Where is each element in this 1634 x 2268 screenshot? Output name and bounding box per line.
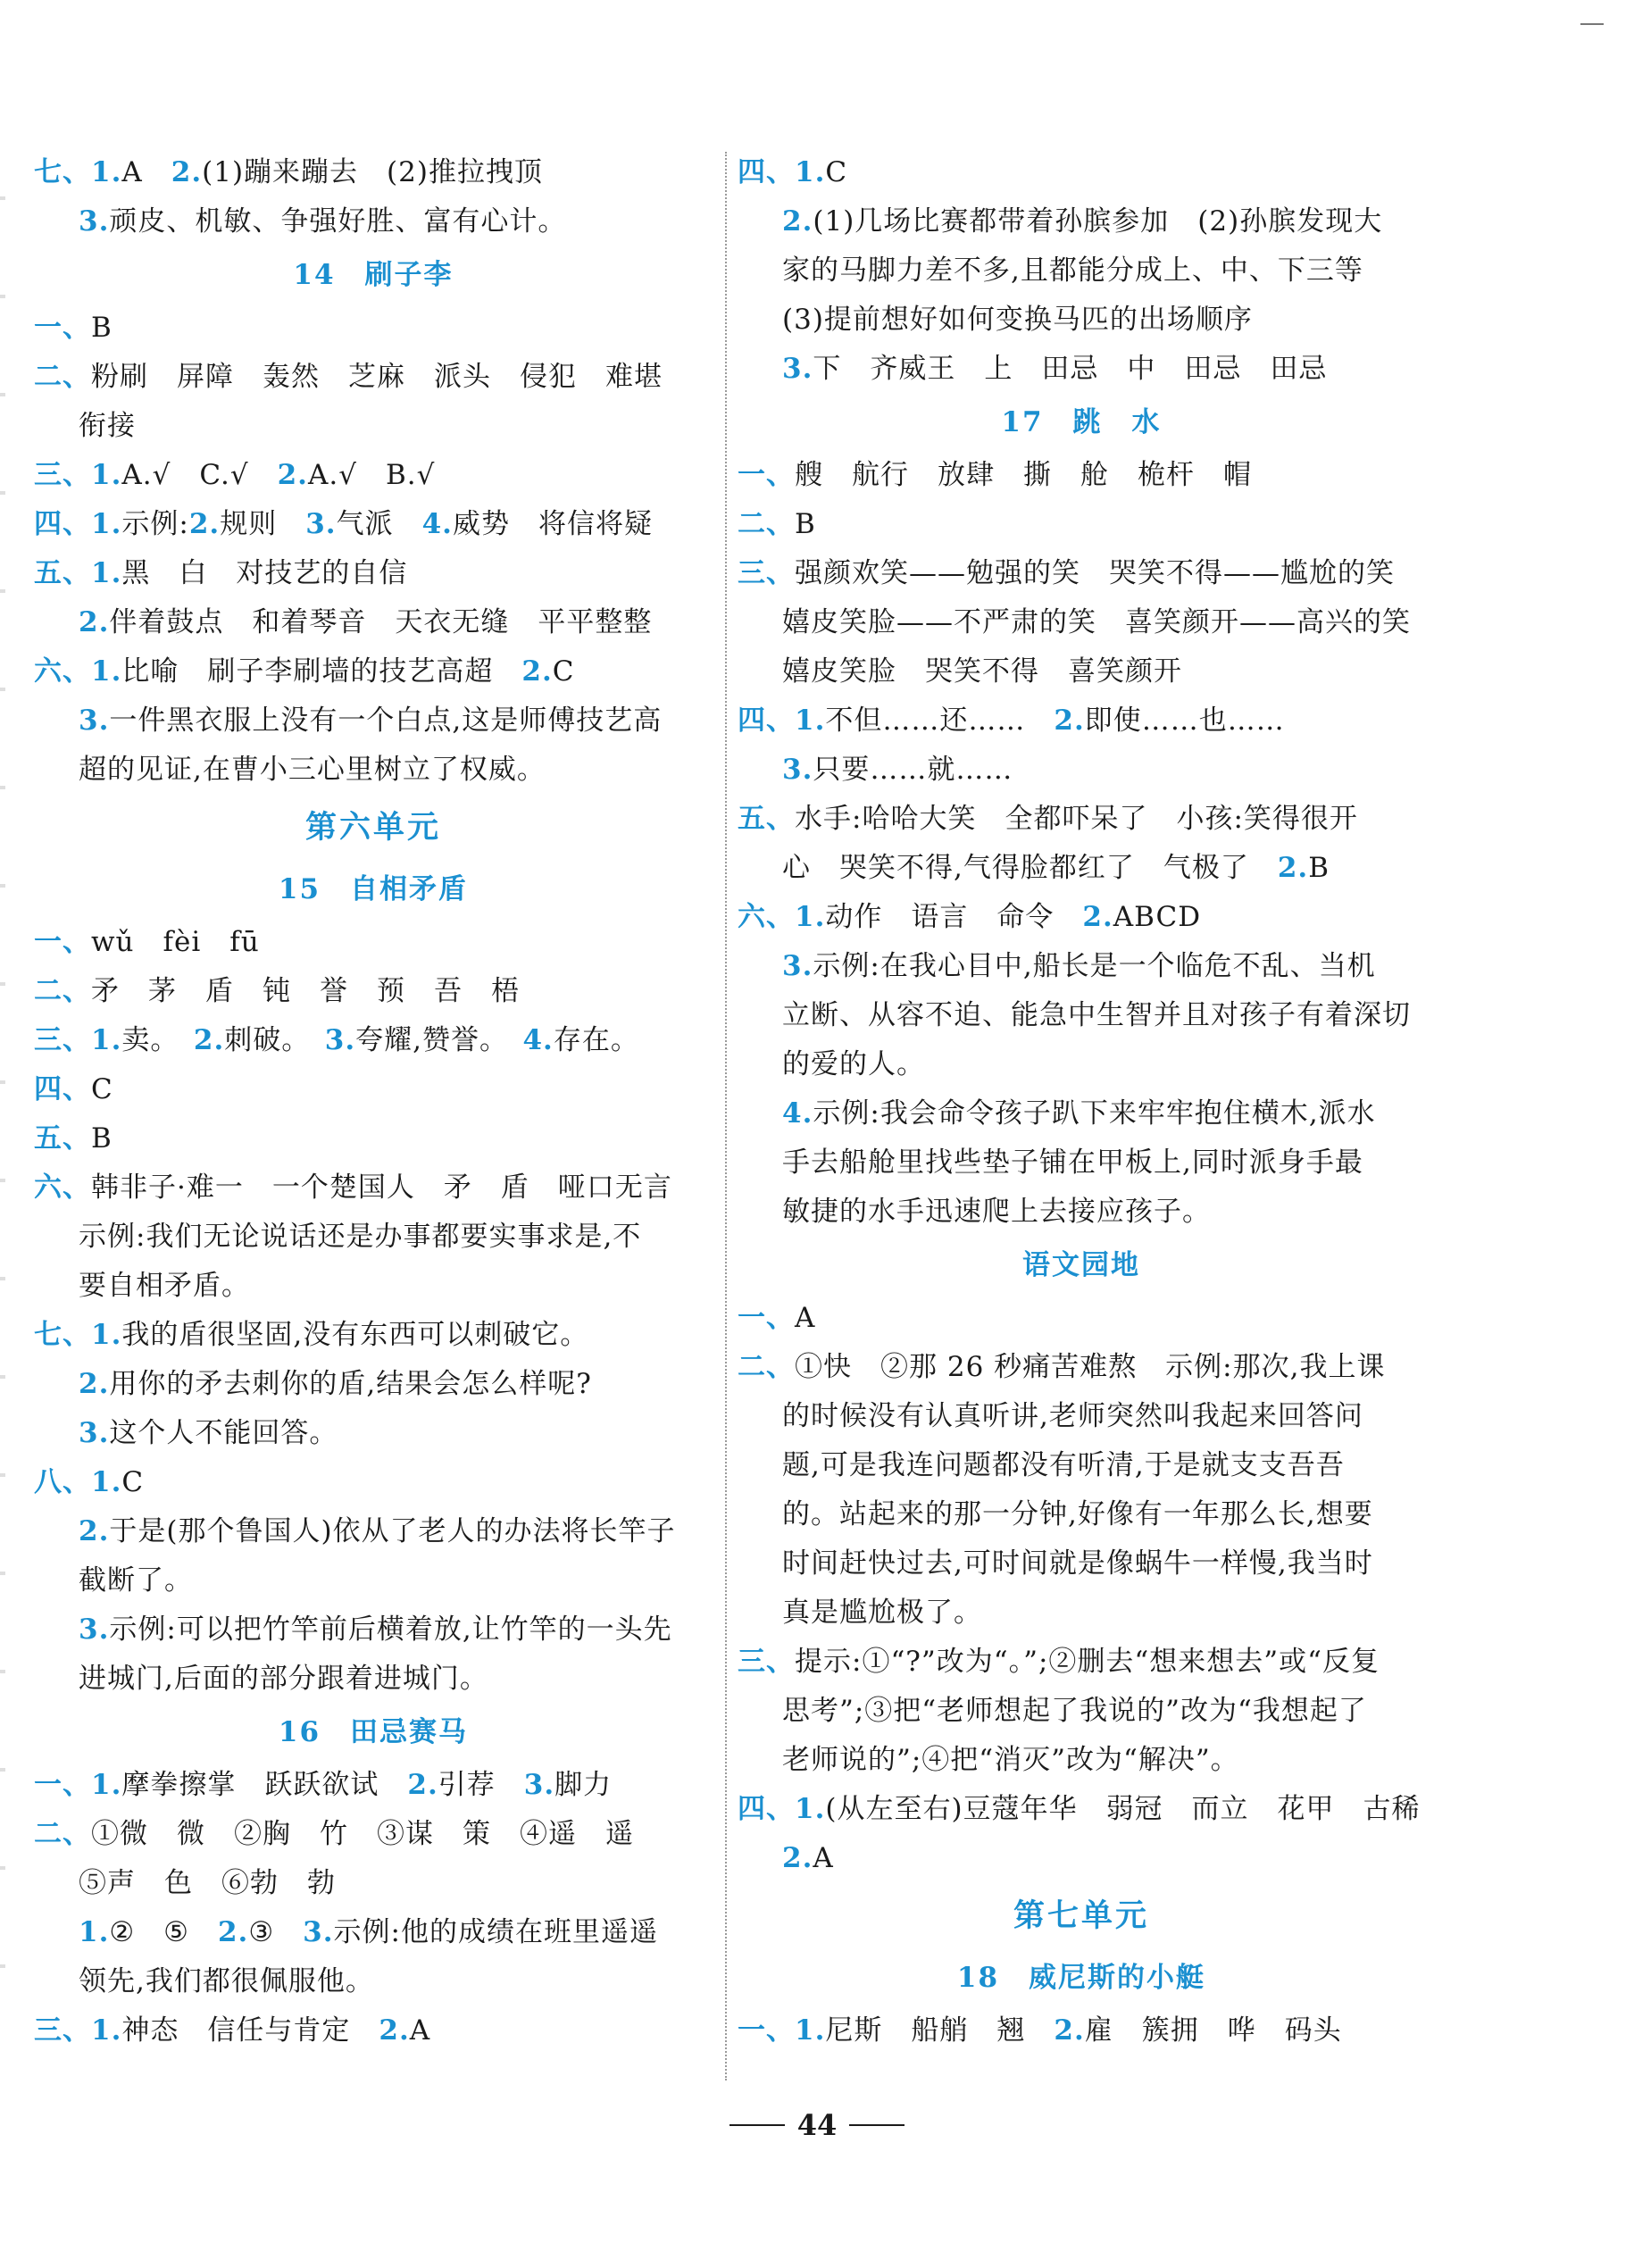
question-marker: 一、 [738, 1302, 795, 1334]
answer-line [34, 2006, 713, 2055]
answer-line [34, 1957, 713, 2006]
answer-text: 示例:我们无论说话还是办事都要实事求是,不 [79, 1221, 642, 1253]
answer-line [738, 598, 1425, 647]
question-marker: 三、 [34, 2014, 91, 2047]
answer-text: ② ⑤ [109, 1916, 218, 1948]
answer-line [34, 1409, 713, 1458]
answer-line [738, 1490, 1425, 1539]
answer-text: 强颜欢笑——勉强的笑 哭笑不得——尴尬的笑 [795, 557, 1395, 589]
answer-line [34, 1458, 713, 1507]
answer-text: 的时候没有认真听讲,老师突然叫我起来回答问 [782, 1400, 1363, 1432]
lesson-heading: 16 田忌赛马 [278, 1716, 469, 1748]
question-marker: 二、 [34, 361, 91, 393]
answer-text: 这个人不能回答。 [109, 1417, 338, 1449]
answer-text: 下 齐威王 上 田忌 中 田忌 田忌 [813, 353, 1328, 385]
sub-question-number: 2. [379, 2014, 410, 2047]
question-marker: 七、 [34, 1319, 91, 1351]
sub-question-number: 2. [1054, 705, 1085, 737]
sub-question-number: 1. [795, 901, 826, 933]
answer-text: 进城门,后面的部分跟着进城门。 [79, 1663, 488, 1695]
sub-question-number: 4. [522, 1024, 554, 1056]
answer-line [34, 1655, 713, 1704]
answer-line [34, 1262, 713, 1311]
lesson-heading: 15 自相矛盾 [278, 873, 469, 905]
answer-text: ③ [248, 1916, 304, 1948]
question-marker: 四、 [738, 705, 795, 737]
right-column [738, 148, 1425, 2055]
question-marker: 四、 [34, 508, 91, 540]
sub-question-number: 2. [1054, 2014, 1085, 2047]
sub-question-number: 2. [193, 1024, 225, 1056]
sub-question-number: 2. [407, 1769, 438, 1801]
lesson-heading: 18 威尼斯的小艇 [956, 1962, 1206, 1994]
answer-text: 真是尴尬极了。 [782, 1597, 982, 1629]
answer-text: 示例:我会命令孩子趴下来牢牢抱住横木,派水 [813, 1097, 1376, 1130]
answer-text: 脚力 [554, 1769, 613, 1801]
answer-line [738, 1441, 1425, 1490]
answer-line [34, 1016, 713, 1065]
sub-question-number: 2. [782, 205, 813, 238]
corner-dash [1580, 23, 1604, 25]
answer-line [34, 647, 713, 696]
page-footer [0, 2103, 1634, 2147]
answer-line [738, 1294, 1425, 1343]
answer-line [738, 549, 1425, 598]
answer-text: 神态 信任与肯定 [121, 2014, 379, 2047]
sub-question-number: 3. [79, 1417, 110, 1449]
answer-text: C [825, 156, 848, 188]
answer-text: 规则 [220, 508, 306, 540]
sub-question-number: 4. [421, 508, 453, 540]
answer-text: 嬉皮笑脸——不严肃的笑 喜笑颜开——高兴的笑 [782, 606, 1411, 638]
question-marker: 六、 [34, 1172, 91, 1204]
answer-text: 要自相矛盾。 [79, 1270, 250, 1302]
answer-line [34, 304, 713, 353]
sub-question-number: 3. [782, 353, 813, 385]
answer-line [34, 1065, 713, 1114]
answer-text: B [91, 1122, 113, 1155]
answer-line [738, 148, 1425, 197]
answer-line [34, 353, 713, 402]
sub-question-number: 2. [79, 1368, 110, 1400]
answer-text: 示例: [121, 508, 189, 540]
answer-line [34, 1360, 713, 1409]
answer-text: 粉刷 屏障 轰然 芝麻 派头 侵犯 难堪 [91, 361, 663, 393]
sub-question-number: 2. [521, 655, 553, 688]
answer-line [738, 696, 1425, 746]
answer-line [738, 296, 1425, 345]
answer-text: 手去船舱里找些垫子铺在甲板上,同时派身手最 [782, 1147, 1363, 1179]
answer-line [34, 402, 713, 451]
answer-line [34, 1810, 713, 1859]
answer-line [34, 549, 713, 598]
answer-text: ①微 微 ②胸 竹 ③谋 策 ④遥 遥 [91, 1818, 634, 1850]
answer-text: 矛 茅 盾 钝 誉 预 吾 梧 [91, 975, 520, 1007]
answer-line [738, 246, 1425, 296]
answer-text: 只要……就…… [813, 754, 1013, 786]
answer-text: 顽皮、机敏、争强好胜、富有心计。 [109, 205, 567, 238]
answer-line [738, 1089, 1425, 1138]
answer-line [34, 1859, 713, 1908]
answer-text: 尼斯 船艄 翘 [825, 2014, 1055, 2047]
answer-text: 即使……也…… [1084, 705, 1285, 737]
answer-text: ABCD [1113, 901, 1202, 933]
sub-question-number: 3. [305, 508, 337, 540]
answer-text: B [795, 508, 816, 540]
answer-line [34, 918, 713, 967]
question-marker: 五、 [34, 1122, 91, 1155]
sub-question-number: 1. [795, 1793, 826, 1825]
question-marker: 四、 [738, 1793, 795, 1825]
sub-question-number: 1. [795, 705, 826, 737]
sub-question-number: 1. [91, 655, 122, 688]
answer-text: 不但……还…… [825, 705, 1055, 737]
answer-text: ⑤声 色 ⑥勃 勃 [79, 1867, 336, 1899]
answer-text: 伴着鼓点 和着琴音 天衣无缝 平平整整 [109, 606, 653, 638]
sub-question-number: 1. [91, 1319, 122, 1351]
answer-text: C [552, 655, 575, 688]
sub-question-number: 3. [782, 754, 813, 786]
answer-line [738, 2006, 1425, 2055]
answer-line [738, 1834, 1425, 1883]
question-marker: 五、 [34, 557, 91, 589]
question-marker: 四、 [738, 156, 795, 188]
answer-line [34, 1311, 713, 1360]
question-marker: 三、 [34, 1024, 91, 1056]
answer-text: 气派 [336, 508, 422, 540]
question-marker: 三、 [738, 1646, 795, 1678]
sub-question-number: 2. [217, 1916, 249, 1948]
answer-line [738, 1040, 1425, 1089]
answer-text: 心 哭笑不得,气得脸都红了 气极了 [782, 852, 1278, 884]
question-marker: 一、 [34, 926, 91, 958]
sub-question-number: 2. [782, 1842, 813, 1874]
question-marker: 六、 [738, 901, 795, 933]
question-marker: 二、 [34, 975, 91, 1007]
answer-line [738, 991, 1425, 1040]
question-marker: 七、 [34, 156, 91, 188]
answer-line [738, 844, 1425, 893]
answer-text: 领先,我们都很佩服他。 [79, 1965, 374, 1997]
answer-text: 水手:哈哈大笑 全都吓呆了 小孩:笑得很开 [795, 803, 1358, 835]
answer-text: (从左至右)豆蔻年华 弱冠 而立 花甲 古稀 [825, 1793, 1421, 1825]
unit-heading: 第六单元 [304, 809, 441, 846]
answer-text: 韩非子·难一 一个楚国人 矛 盾 哑口无言 [91, 1172, 672, 1204]
answer-line [738, 345, 1425, 394]
answer-text: 于是(那个鲁国人)依从了老人的办法将长竿子 [109, 1515, 676, 1547]
lesson-heading: 语文园地 [1022, 1249, 1140, 1281]
answer-text: 摩拳擦掌 跃跃欲试 [121, 1769, 408, 1801]
answer-text: 敏捷的水手迅速爬上去接应孩子。 [782, 1196, 1211, 1228]
question-marker: 一、 [34, 1769, 91, 1801]
answer-text: (1)蹦来蹦去 (2)推拉拽顶 [202, 156, 543, 188]
left-column [34, 148, 713, 2055]
question-marker: 三、 [34, 459, 91, 491]
question-marker: 一、 [34, 312, 91, 344]
answer-text: 的。站起来的那一分钟,好像有一年那么长,想要 [782, 1498, 1373, 1530]
sub-question-number: 1. [795, 2014, 826, 2047]
answer-text: 比喻 刷子李刷墙的技艺高超 [121, 655, 522, 688]
answer-line [738, 1785, 1425, 1834]
sub-question-number: 3. [324, 1024, 356, 1056]
answer-text: (1)几场比赛都带着孙膑参加 (2)孙膑发现大 [813, 205, 1383, 238]
lesson-heading: 17 跳 水 [1001, 406, 1162, 438]
answer-text: A.√ B.√ [307, 459, 436, 491]
question-marker: 四、 [34, 1073, 91, 1105]
answer-line [34, 1908, 713, 1957]
sub-question-number: 2. [277, 459, 308, 491]
answer-text: 老师说的”;④把“消灭”改为“解决”。 [782, 1744, 1239, 1776]
answer-line [34, 500, 713, 549]
answer-line [34, 451, 713, 500]
answer-line [738, 1588, 1425, 1638]
answer-line [34, 148, 713, 197]
answer-text: 时间赶快过去,可时间就是像蜗牛一样慢,我当时 [782, 1547, 1373, 1580]
answer-line [738, 647, 1425, 696]
lesson-heading: 14 刷子李 [293, 259, 454, 291]
sub-question-number: 2. [1277, 852, 1309, 884]
answer-text: A [795, 1302, 816, 1334]
answer-text: 卖。 [121, 1024, 194, 1056]
footer-rule-left [729, 2124, 785, 2126]
answer-line [34, 1114, 713, 1163]
answer-line [738, 746, 1425, 795]
answer-line [738, 1188, 1425, 1237]
answer-text: B [1308, 852, 1330, 884]
answer-line [34, 1556, 713, 1605]
page-number: 44 [796, 2108, 838, 2142]
answer-text: 家的马脚力差不多,且都能分成上、中、下三等 [782, 254, 1363, 287]
answer-line [34, 598, 713, 647]
answer-text: 一件黑衣服上没有一个白点,这是师傅技艺高 [109, 705, 663, 737]
answer-line [738, 1687, 1425, 1736]
sub-question-number: 2. [1082, 901, 1113, 933]
column-divider [725, 152, 727, 2080]
sub-question-number: 3. [782, 950, 813, 982]
answer-line [34, 1761, 713, 1810]
answer-text: 将信将疑 [538, 508, 653, 540]
answer-text: 衔接 [79, 410, 136, 442]
answer-line [34, 1213, 713, 1262]
question-marker: 二、 [34, 1818, 91, 1850]
sub-question-number: 1. [91, 459, 122, 491]
footer-rule-right [849, 2124, 905, 2126]
answer-line [738, 893, 1425, 942]
answer-text: C [121, 1466, 145, 1498]
answer-text: 动作 语言 命令 [825, 901, 1083, 933]
answer-text: 超的见证,在曹小三心里树立了权威。 [79, 754, 546, 786]
answer-text: 存在。 [553, 1024, 639, 1056]
sub-question-number: 2. [188, 508, 221, 540]
sub-question-number: 1. [91, 1466, 122, 1498]
answer-text: 引荐 [438, 1769, 524, 1801]
sub-question-number: 4. [782, 1097, 813, 1130]
sub-question-number: 1. [91, 2014, 122, 2047]
answer-line [738, 1392, 1425, 1441]
answer-text: A [121, 156, 171, 188]
binding-edge-marks [0, 161, 5, 2036]
question-marker: 五、 [738, 803, 795, 835]
answer-text: 雇 簇拥 哗 码头 [1084, 2014, 1342, 2047]
answer-line [738, 1736, 1425, 1785]
sub-question-number: 2. [171, 156, 203, 188]
answer-text: 用你的矛去刺你的盾,结果会怎么样呢? [109, 1368, 592, 1400]
answer-text: ①快 ②那 26 秒痛苦难熬 示例:那次,我上课 [795, 1351, 1386, 1383]
answer-text: A [409, 2014, 431, 2047]
answer-text: 截断了。 [79, 1564, 193, 1597]
question-marker: 三、 [738, 557, 795, 589]
answer-text: B [91, 312, 113, 344]
answer-line [34, 967, 713, 1016]
answer-text: wǔ fèi fū [91, 926, 260, 958]
answer-text: 黑 白 对技艺的自信 [121, 557, 408, 589]
sub-question-number: 2. [79, 1515, 110, 1547]
answer-text: 我的盾很坚固,没有东西可以刺破它。 [121, 1319, 589, 1351]
answer-line [738, 451, 1425, 500]
answer-line [738, 795, 1425, 844]
answer-text: 威势 [452, 508, 538, 540]
answer-text: 提示:①“?”改为“。”;②删去“想来想去”或“反复 [795, 1646, 1380, 1678]
answer-text: C [91, 1073, 113, 1105]
sub-question-number: 1. [91, 1769, 122, 1801]
question-marker: 一、 [738, 459, 795, 491]
answer-line [738, 942, 1425, 991]
question-marker: 二、 [738, 1351, 795, 1383]
sub-question-number: 1. [91, 156, 122, 188]
answer-line [738, 197, 1425, 246]
answer-line [738, 500, 1425, 549]
question-marker: 六、 [34, 655, 91, 688]
answer-text: 的爱的人。 [782, 1048, 925, 1080]
sub-question-number: 1. [91, 508, 122, 540]
sub-question-number: 1. [91, 1024, 122, 1056]
answer-text: 示例:可以把竹竿前后横着放,让竹竿的一头先 [109, 1613, 672, 1646]
answer-line [738, 1343, 1425, 1392]
answer-line [738, 1138, 1425, 1188]
answer-text: A [813, 1842, 834, 1874]
question-marker: 一、 [738, 2014, 795, 2047]
answer-text: 立断、从容不迫、能急中生智并且对孩子有着深切 [782, 999, 1411, 1031]
answer-line [34, 746, 713, 795]
sub-question-number: 1. [79, 1916, 110, 1948]
answer-line [34, 1605, 713, 1655]
answer-text: 夸耀,赞誉。 [355, 1024, 523, 1056]
sub-question-number: 3. [523, 1769, 555, 1801]
answer-text: 艘 航行 放肆 撕 舱 桅杆 帽 [795, 459, 1252, 491]
answer-text: 示例:在我心目中,船长是一个临危不乱、当机 [813, 950, 1376, 982]
answer-text: 嬉皮笑脸 哭笑不得 喜笑颜开 [782, 655, 1182, 688]
sub-question-number: 1. [91, 557, 122, 589]
answer-text: 刺破。 [224, 1024, 325, 1056]
unit-heading: 第七单元 [1013, 1897, 1149, 1934]
sub-question-number: 1. [795, 156, 826, 188]
answer-line [34, 1507, 713, 1556]
answer-line [34, 696, 713, 746]
answer-text: A.√ C.√ [121, 459, 278, 491]
sub-question-number: 3. [303, 1916, 334, 1948]
answer-text: 思考”;③把“老师想起了我说的”改为“我想起了 [782, 1695, 1367, 1727]
question-marker: 二、 [738, 508, 795, 540]
answer-line [34, 1163, 713, 1213]
answer-text: (3)提前想好如何变换马匹的出场顺序 [782, 304, 1253, 336]
answer-text: 题,可是我连问题都没有听清,于是就支支吾吾 [782, 1449, 1345, 1481]
sub-question-number: 3. [79, 705, 110, 737]
answer-line [738, 1539, 1425, 1588]
answer-line [34, 197, 713, 246]
sub-question-number: 3. [79, 205, 110, 238]
sub-question-number: 3. [79, 1613, 110, 1646]
answer-line [738, 1638, 1425, 1687]
answer-text: 示例:他的成绩在班里遥遥 [333, 1916, 658, 1948]
question-marker: 八、 [34, 1466, 91, 1498]
sub-question-number: 2. [79, 606, 110, 638]
